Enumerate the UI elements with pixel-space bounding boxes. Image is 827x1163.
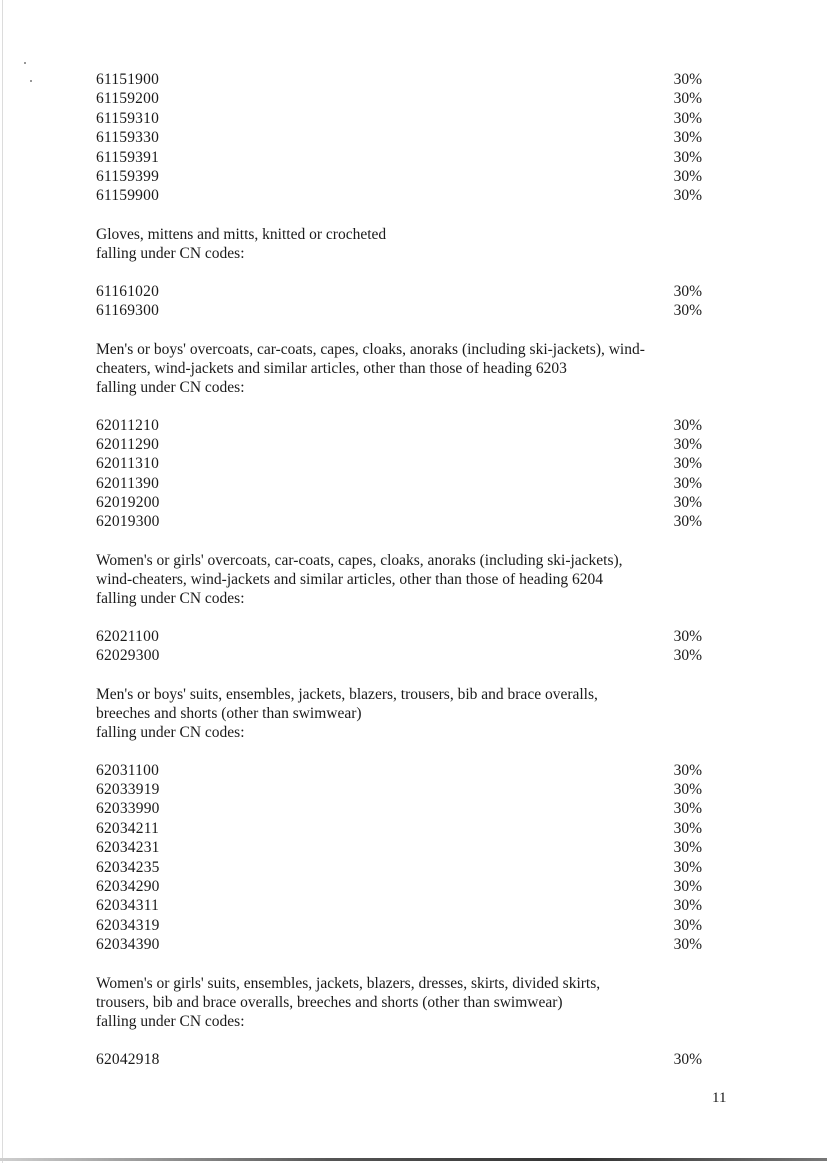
scan-left-edge <box>2 0 3 1163</box>
cn-code: 61161020 <box>96 282 160 300</box>
cn-code-row <box>96 109 702 128</box>
cn-code-list <box>96 761 702 955</box>
cn-code-row <box>96 474 702 493</box>
cn-code-row <box>96 282 702 301</box>
cn-code: 62042918 <box>96 1050 160 1068</box>
cn-code: 62034319 <box>96 916 160 934</box>
cn-code: 62029300 <box>96 647 160 665</box>
rate-value: 30% <box>673 839 702 857</box>
cn-code: 62034231 <box>96 839 160 857</box>
rate-value: 30% <box>673 148 702 166</box>
cn-code: 62033990 <box>96 800 160 818</box>
cn-code: 62034311 <box>96 897 160 915</box>
rate-value: 30% <box>673 282 702 300</box>
rate-value: 30% <box>673 800 702 818</box>
cn-code-row <box>96 416 702 435</box>
cn-code-row <box>96 1050 702 1069</box>
cn-code-row <box>96 186 702 205</box>
heading-line: wind-cheaters, wind-jackets and similar articles, other than those of heading 6204 <box>96 570 604 588</box>
cn-code: 62011290 <box>96 435 160 453</box>
heading-line: Women's or girls' suits, ensembles, jackets, blazers, dresses, skirts, divided skirts, <box>96 974 601 992</box>
heading-line: trousers, bib and brace overalls, breeches and shorts (other than swimwear) <box>96 993 563 1011</box>
cn-code: 62021100 <box>96 627 160 645</box>
scan-speck <box>30 80 32 82</box>
rate-value: 30% <box>673 858 702 876</box>
heading-line: breeches and shorts (other than swimwear) <box>96 704 362 722</box>
cn-code-row <box>96 896 702 915</box>
rate-value: 30% <box>673 302 702 320</box>
cn-code: 62031100 <box>96 761 160 779</box>
section-heading <box>96 340 696 397</box>
rate-value: 30% <box>673 916 702 934</box>
cn-code: 61159330 <box>96 129 160 147</box>
cn-code-row <box>96 646 702 665</box>
section-heading <box>96 685 696 742</box>
rate-value: 30% <box>673 109 702 127</box>
rate-value: 30% <box>673 187 702 205</box>
cn-code-list <box>96 416 702 532</box>
rate-value: 30% <box>673 167 702 185</box>
heading-line: falling under CN codes: <box>96 244 245 262</box>
cn-code: 62019300 <box>96 513 160 531</box>
rate-value: 30% <box>673 435 702 453</box>
cn-code-row <box>96 916 702 935</box>
rate-value: 30% <box>673 1050 702 1068</box>
cn-code-row <box>96 761 702 780</box>
section-heading <box>96 974 696 1031</box>
rate-value: 30% <box>673 897 702 915</box>
rate-value: 30% <box>673 627 702 645</box>
cn-code-row <box>96 877 702 896</box>
cn-code: 61151900 <box>96 71 160 88</box>
rate-value: 30% <box>673 936 702 954</box>
rate-value: 30% <box>673 90 702 108</box>
rate-value: 30% <box>673 494 702 512</box>
cn-code: 61159200 <box>96 90 160 108</box>
heading-line: Men's or boys' suits, ensembles, jackets, blazers, trousers, bib and brace overalls, <box>96 685 598 703</box>
heading-line: falling under CN codes: <box>96 1012 245 1030</box>
cn-code-list <box>96 70 702 206</box>
cn-code: 62011210 <box>96 416 160 434</box>
cn-code: 62033919 <box>96 781 160 799</box>
cn-code-row <box>96 148 702 167</box>
heading-line: falling under CN codes: <box>96 589 245 607</box>
section-heading <box>96 551 696 608</box>
rate-value: 30% <box>673 781 702 799</box>
cn-code-row <box>96 838 702 857</box>
rate-value: 30% <box>673 129 702 147</box>
cn-code: 62034390 <box>96 936 160 954</box>
cn-code-list <box>96 282 702 321</box>
cn-code-row <box>96 435 702 454</box>
cn-code-row <box>96 858 702 877</box>
cn-code-row <box>96 493 702 512</box>
heading-line: Women's or girls' overcoats, car-coats, capes, cloaks, anoraks (including ski-jackets), <box>96 551 623 569</box>
cn-code: 62011310 <box>96 455 160 473</box>
cn-code: 61159391 <box>96 148 160 166</box>
rate-value: 30% <box>673 71 702 88</box>
cn-code: 61159310 <box>96 109 160 127</box>
heading-line: Gloves, mittens and mitts, knitted or crocheted <box>96 225 387 243</box>
heading-line: Men's or boys' overcoats, car-coats, capes, cloaks, anoraks (including ski-jackets), wind- <box>96 340 645 358</box>
cn-code-list <box>96 1050 702 1069</box>
cn-code: 61159399 <box>96 167 160 185</box>
rate-value: 30% <box>673 647 702 665</box>
cn-code-row <box>96 128 702 147</box>
rate-value: 30% <box>673 819 702 837</box>
cn-code-row <box>96 627 702 646</box>
cn-code-row <box>96 167 702 186</box>
heading-line: falling under CN codes: <box>96 723 245 741</box>
cn-code: 62034290 <box>96 877 160 895</box>
cn-code: 61159900 <box>96 187 160 205</box>
cn-code: 62034235 <box>96 858 160 876</box>
cn-code-list <box>96 627 702 666</box>
cn-code: 62019200 <box>96 494 160 512</box>
rate-value: 30% <box>673 877 702 895</box>
cn-code-row <box>96 799 702 818</box>
page-number: 11 <box>712 1090 727 1106</box>
heading-line: falling under CN codes: <box>96 378 245 396</box>
rate-value: 30% <box>673 513 702 531</box>
section-heading <box>96 225 696 263</box>
rate-value: 30% <box>673 474 702 492</box>
cn-code: 61169300 <box>96 302 160 320</box>
cn-code-row <box>96 512 702 531</box>
tariff-content <box>96 70 702 1069</box>
scan-speck <box>24 62 26 64</box>
cn-code-row <box>96 819 702 838</box>
cn-code-row <box>96 935 702 954</box>
cn-code-row <box>96 89 702 108</box>
cn-code-row <box>96 301 702 320</box>
bottom-scan-rule <box>0 1158 827 1161</box>
cn-code: 62034211 <box>96 819 160 837</box>
rate-value: 30% <box>673 416 702 434</box>
cn-code-row <box>96 780 702 799</box>
rate-value: 30% <box>673 455 702 473</box>
rate-value: 30% <box>673 761 702 779</box>
cn-code: 62011390 <box>96 474 160 492</box>
heading-line: cheaters, wind-jackets and similar articles, other than those of heading 6203 <box>96 359 567 377</box>
cn-code-row <box>96 454 702 473</box>
cn-code-row <box>96 70 702 89</box>
